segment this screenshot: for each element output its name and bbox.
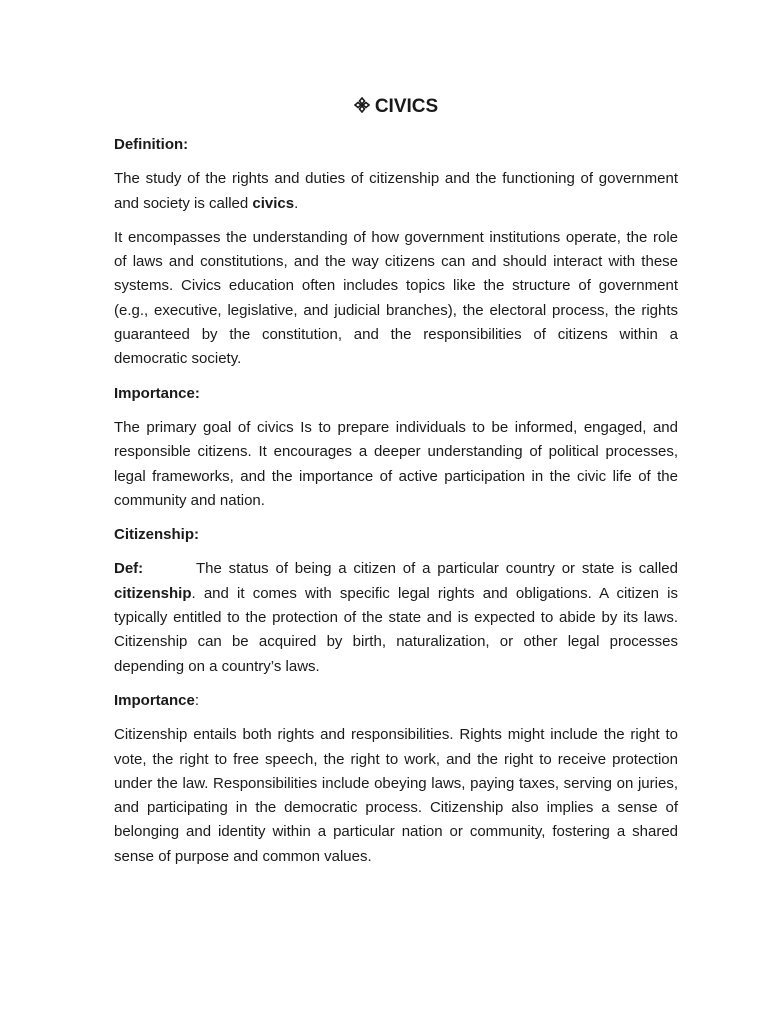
- importance2-heading-text: Importance: [114, 691, 195, 709]
- citizenship-definition-paragraph: [114, 557, 678, 678]
- definition-text: The study of the rights and duties of citizenship and the functioning of government and society is called: [114, 170, 678, 212]
- citizenship-term: citizenship: [114, 584, 192, 602]
- definition-detail-paragraph: It encompasses the understanding of how government institutions operate, the role of laws and constitutions, and the way citizens can and should interact with these systems. Civics education often includes topics like the structure of government (e.g., executive, legislative, and judicial branches), the electoral process, the rights guaranteed by the constitution, and the responsibilities of citizens within a democratic society.: [114, 228, 678, 368]
- definition-heading: Definition:: [114, 136, 189, 153]
- definition-paragraph: [114, 167, 678, 216]
- citizenship-def-text: The status of being a citizen of a particular country or state is called: [196, 560, 678, 578]
- citizenship-heading: Citizenship:: [114, 526, 199, 544]
- document-body: [114, 95, 678, 879]
- definition-text-end: .: [294, 194, 299, 212]
- citizenship-importance-paragraph: Citizenship entails both rights and responsibilities. Rights might include the right to vote, the right to free speech, the right to work, and the right to receive protection under the law. Responsibilities include obeying laws, paying taxes, serving on juries, and participating in the democratic process. Citizenship also implies a sense of belonging and identity within a particular nation or community, fostering a shared sense of purpose and common values.: [114, 726, 678, 865]
- importance-paragraph: The primary goal of civics Is to prepare individuals to be informed, engaged, and responsible citizens. It encourages a deeper understanding of political processes, legal frameworks, and the importance of active participation in the civic life of the community and nation.: [114, 418, 678, 509]
- page-title: [114, 95, 678, 119]
- civics-term: civics: [252, 194, 295, 212]
- def-label: Def:: [114, 560, 144, 578]
- importance2-heading-colon: :: [194, 691, 200, 709]
- page-title-text: CIVICS: [374, 96, 439, 117]
- citizenship-def-text-end: . and it comes with specific legal rights and obligations. A citizen is typically entitled to the protection of the state and is expected to abide by its laws. Citizenship can be acquired by birth, naturalization, or other legal processes depending on a country’s laws.: [114, 584, 678, 675]
- importance2-heading: [114, 689, 678, 713]
- four-diamond-bullet-icon: [354, 97, 370, 113]
- importance-heading: Importance:: [114, 384, 200, 402]
